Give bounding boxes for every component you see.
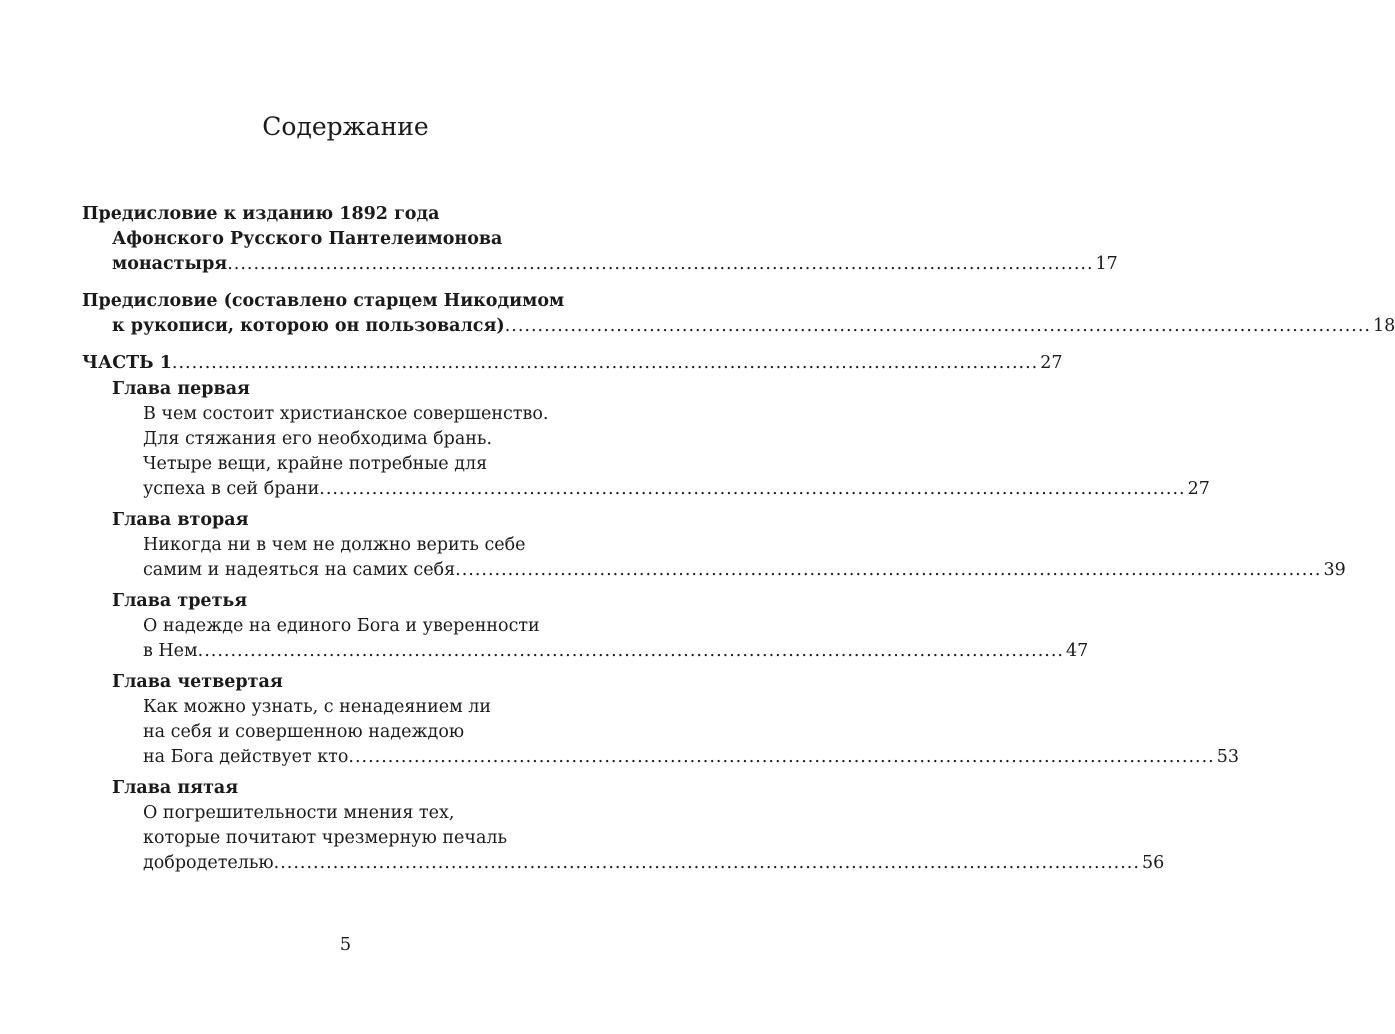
toc-entry-last-line bbox=[82, 558, 1346, 583]
toc-entry-line: успеха в сей брани bbox=[143, 479, 320, 499]
part-heading: ЧАСТЬ 1 bbox=[82, 353, 172, 373]
page-number-ref: 56 bbox=[1141, 853, 1165, 873]
page-title: Содержание bbox=[262, 112, 429, 141]
toc-entry-last-line bbox=[82, 252, 1118, 277]
toc-entry-line: О погрешительности мнения тех, bbox=[143, 803, 455, 823]
toc-entry-line: которые почитают чрезмерную печаль bbox=[143, 828, 508, 848]
toc-entry-line: В чем состоит христианское совершенство. bbox=[143, 404, 549, 424]
toc-entry-line: Четыре вещи, крайне потребные для bbox=[143, 454, 488, 474]
toc-entry-chapter-4[interactable] bbox=[82, 670, 1239, 770]
toc-entry-last-line bbox=[82, 639, 1089, 664]
toc-entry-line: на Бога действует кто bbox=[143, 747, 349, 767]
toc-entry-line: монастыря bbox=[112, 254, 228, 274]
page-number-ref: 27 bbox=[1040, 353, 1063, 373]
toc-entry-line: Для стяжания его необходима брань. bbox=[143, 429, 493, 449]
dot-leader: .................................................................................................................................... bbox=[171, 353, 1039, 373]
toc-entry-line: добродетелью bbox=[143, 853, 274, 873]
chapter-heading: Глава четвертая bbox=[112, 672, 283, 692]
page-number-ref: 39 bbox=[1323, 560, 1346, 580]
page-number-ref: 27 bbox=[1187, 479, 1210, 499]
dot-leader: .................................................................................................................................... bbox=[319, 479, 1186, 499]
toc-entry-preface-1892[interactable] bbox=[82, 202, 1118, 277]
table-of-contents bbox=[82, 202, 1395, 876]
page-number: 5 bbox=[339, 934, 352, 955]
toc-entry-line: Предисловие (составлено старцем Никодимом bbox=[82, 291, 565, 311]
toc-entry-part-1[interactable] bbox=[82, 351, 1063, 376]
toc-entry-last-line bbox=[82, 851, 1165, 876]
chapter-heading: Глава первая bbox=[112, 379, 250, 399]
toc-entry-line: на себя и совершенною надеждою bbox=[143, 722, 465, 742]
toc-entry-chapter-1[interactable] bbox=[82, 377, 1210, 502]
page-number-ref: 18 bbox=[1372, 316, 1395, 336]
dot-leader: .................................................................................................................................... bbox=[455, 560, 1322, 580]
toc-entry-last-line bbox=[82, 351, 1063, 376]
page-number-ref: 47 bbox=[1065, 641, 1089, 661]
chapter-heading: Глава вторая bbox=[112, 510, 249, 530]
toc-entry-line: Предисловие к изданию 1892 года bbox=[82, 204, 440, 224]
dot-leader: .................................................................................................................................... bbox=[227, 254, 1094, 274]
chapter-heading: Глава пятая bbox=[112, 778, 239, 798]
toc-entry-preface-nicodemus[interactable] bbox=[82, 289, 1395, 339]
toc-entry-last-line bbox=[82, 314, 1395, 339]
toc-entry-line: Как можно узнать, с ненадеянием ли bbox=[143, 697, 492, 717]
toc-entry-chapter-2[interactable] bbox=[82, 508, 1346, 583]
toc-entry-last-line bbox=[82, 477, 1210, 502]
toc-entry-chapter-3[interactable] bbox=[82, 589, 1089, 664]
dot-leader: .................................................................................................................................... bbox=[348, 747, 1215, 767]
toc-entry-chapter-5[interactable] bbox=[82, 776, 1165, 876]
toc-entry-line: О надежде на единого Бога и уверенности bbox=[143, 616, 540, 636]
toc-entry-line: к рукописи, которою он пользовался) bbox=[112, 316, 505, 336]
toc-entry-line: в Нем bbox=[143, 641, 198, 661]
toc-entry-line: Никогда ни в чем не должно верить себе bbox=[143, 535, 526, 555]
page-number-ref: 17 bbox=[1095, 254, 1118, 274]
dot-leader: .................................................................................................................................... bbox=[273, 853, 1140, 873]
dot-leader: .................................................................................................................................... bbox=[197, 641, 1064, 661]
chapter-heading: Глава третья bbox=[112, 591, 248, 611]
dot-leader: .................................................................................................................................... bbox=[504, 316, 1371, 336]
page-number-ref: 53 bbox=[1216, 747, 1239, 767]
toc-entry-line: Афонского Русского Пантелеимонова bbox=[112, 229, 503, 249]
toc-entry-last-line bbox=[82, 745, 1239, 770]
toc-entry-line: самим и надеяться на самих себя bbox=[143, 560, 456, 580]
